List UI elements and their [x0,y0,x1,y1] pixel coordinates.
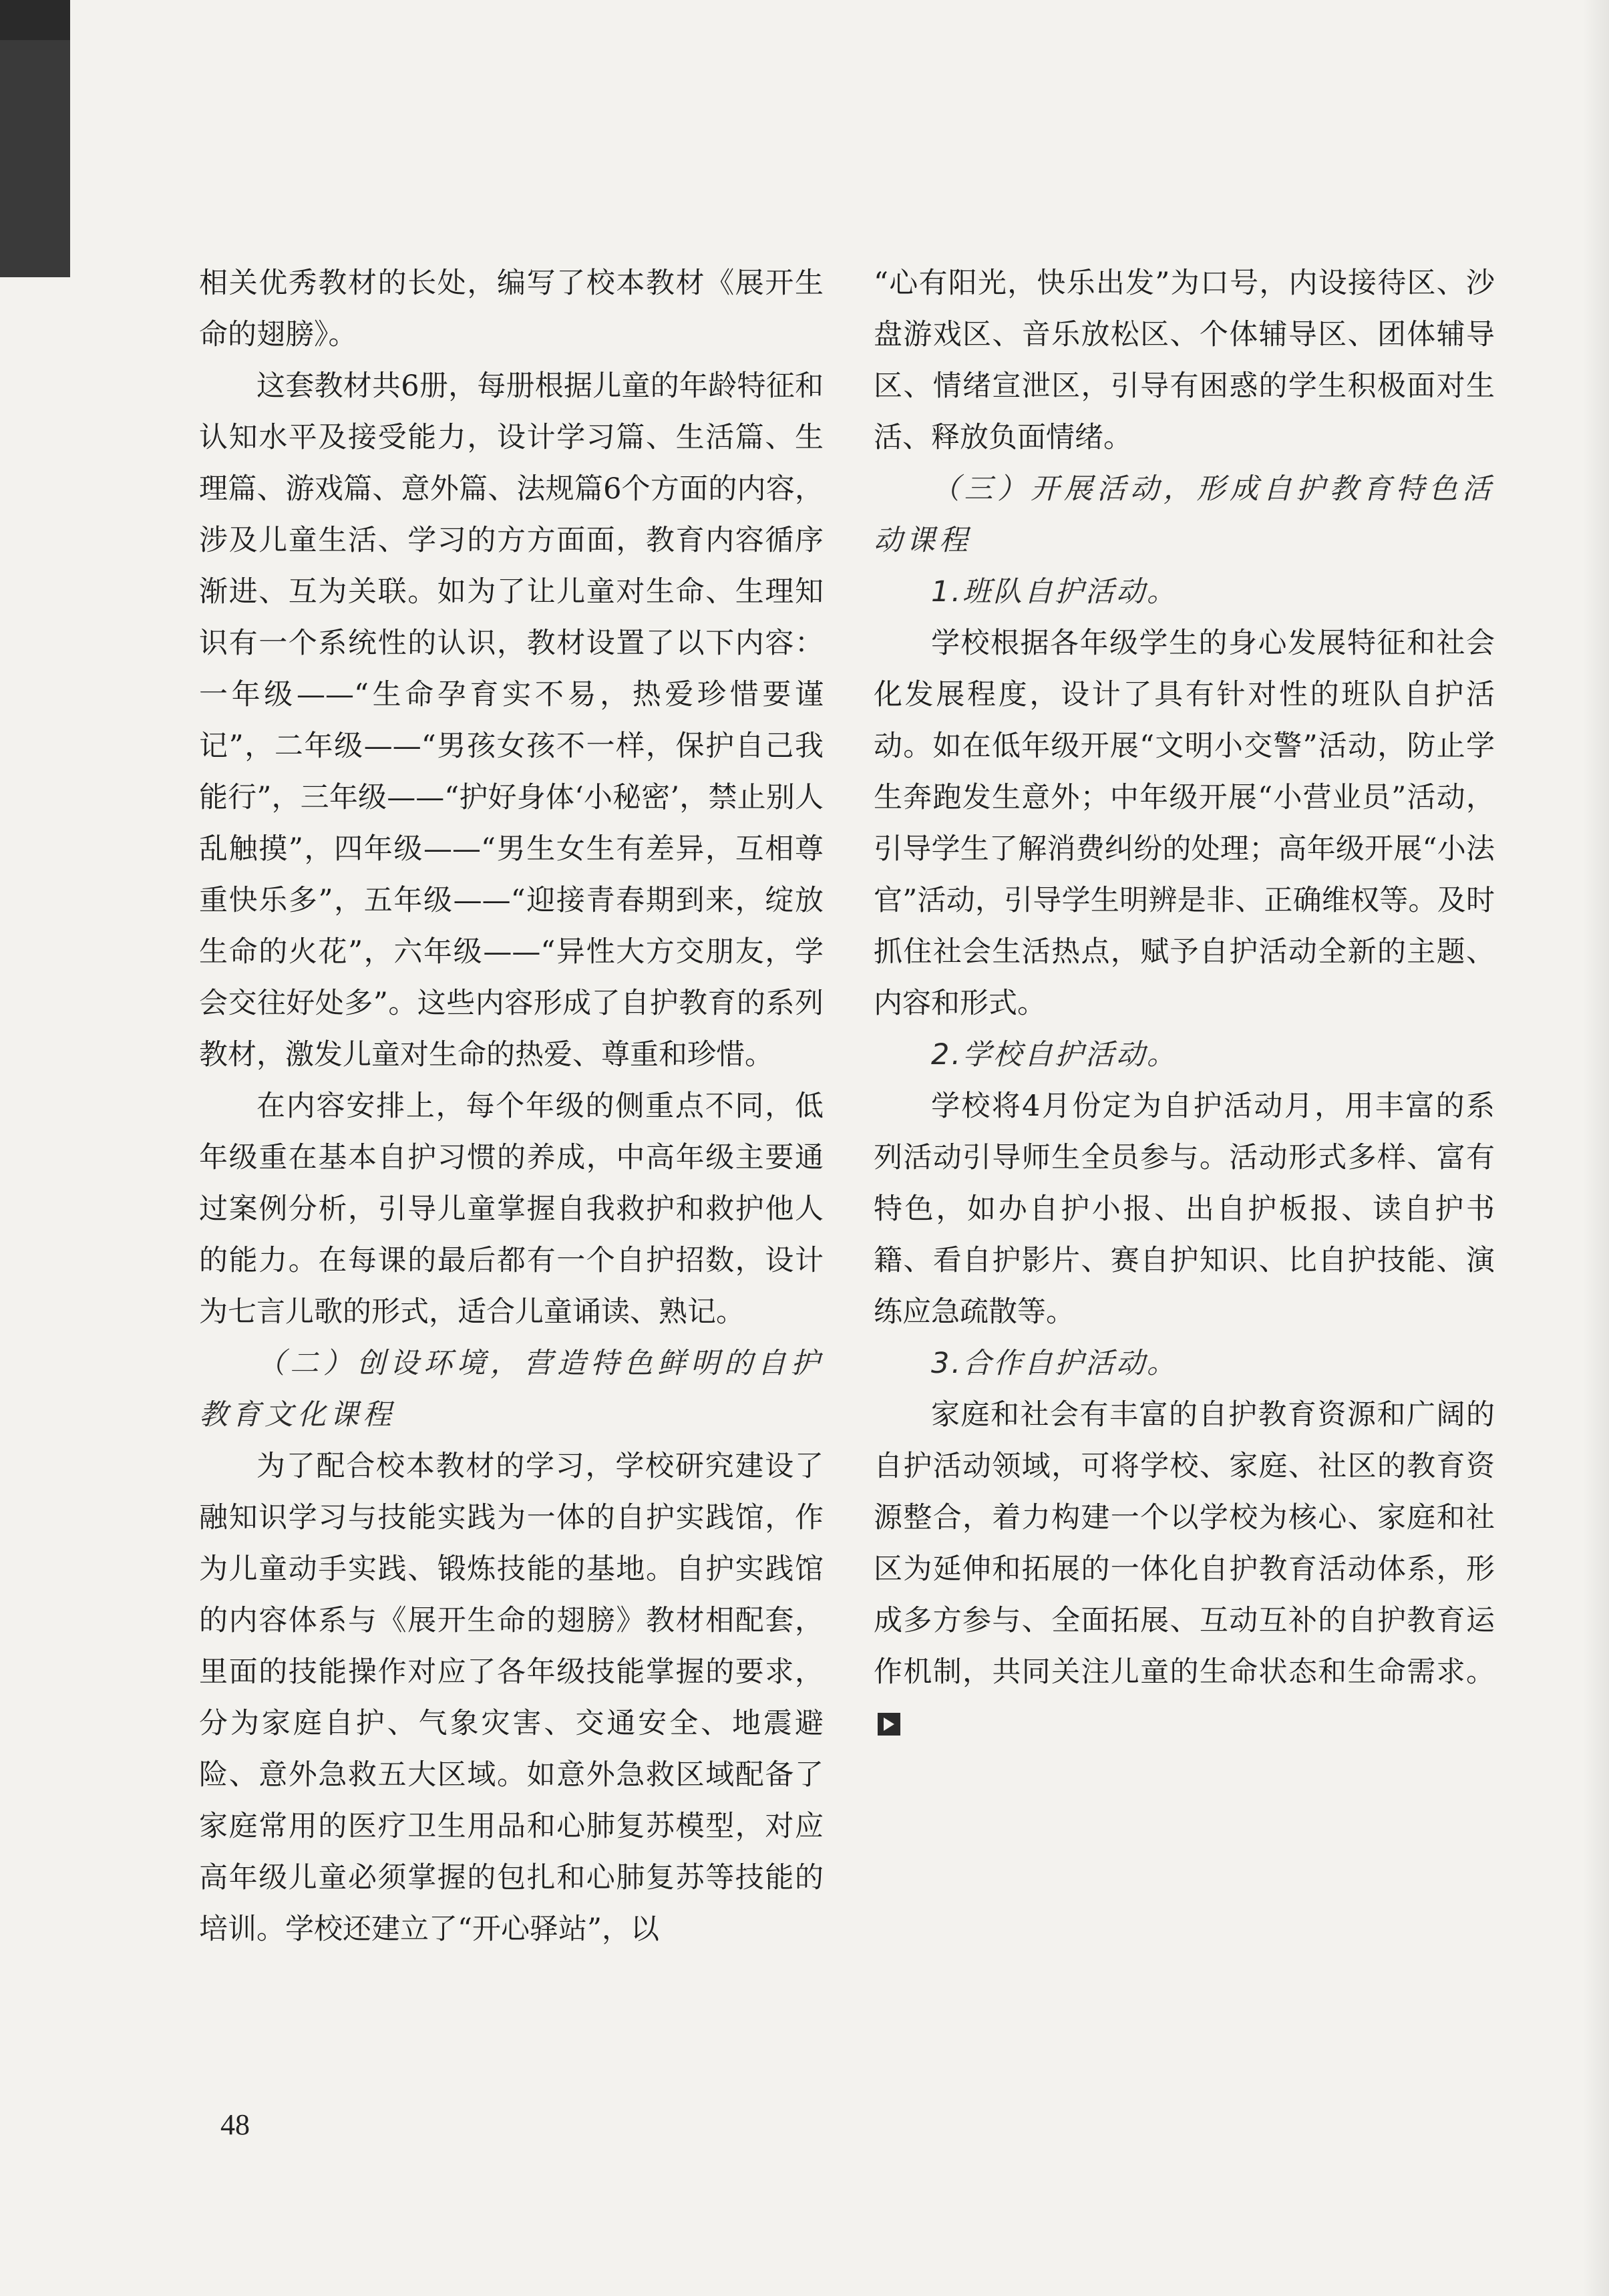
subsection-heading: 3.合作自护活动。 [931,1347,1178,1380]
page-number: 48 [220,2108,250,2141]
left-column [199,258,824,1955]
paragraph: 学校根据各年级学生的身心发展特征和社会化发展程度，设计了具有针对性的班队自护活动。如在低年级开展“文明小交警”活动，防止学生奔跑发生意外；中年级开展“小营业员”活动，引导学生了解消费纠纷的处理；高年级开展“小法官”活动，引导学生明辨是非、正确维权等。及时抓住社会生活热点，赋予自护活动全新的主题、内容和形式。 [874,627,1495,1020]
subsection-heading: 1.班队自护活动。 [931,575,1178,609]
paragraph: 相关优秀教材的长处，编写了校本教材《展开生命的翅膀》。 [199,267,824,351]
paragraph: 为了配合校本教材的学习，学校研究建设了融知识学习与技能实践为一体的自护实践馆，作为儿童动手实践、锻炼技能的基地。自护实践馆的内容体系与《展开生命的翅膀》教材相配套，里面的技能操作对应了各年级技能掌握的要求，分为家庭自护、气象灾害、交通安全、地震避险、意外急救五大区域。如意外急救区域配备了家庭常用的医疗卫生用品和心肺复苏模型，对应高年级儿童必须掌握的包扎和心肺复苏等技能的培训。学校还建立了“开心驿站”，以 [199,1450,824,1946]
scan-shadow [1582,0,1609,2296]
subsection-heading: 2.学校自护活动。 [931,1038,1178,1072]
paragraph: 在内容安排上，每个年级的侧重点不同，低年级重在基本自护习惯的养成，中高年级主要通过案例分析，引导儿童掌握自我救护和救护他人的能力。在每课的最后都有一个自护招数，设计为七言儿歌的形式，适合儿童诵读、熟记。 [199,1090,824,1329]
paragraph: 学校将4月份定为自护活动月，用丰富的系列活动引导师生全员参与。活动形式多样、富有特色，如办自护小报、出自护板报、读自护书籍、看自护影片、赛自护知识、比自护技能、演练应急疏散等。 [874,1090,1495,1329]
paragraph: “心有阳光，快乐出发”为口号，内设接待区、沙盘游戏区、音乐放松区、个体辅导区、团体辅导区、情绪宣泄区，引导有困惑的学生积极面对生活、释放负面情绪。 [874,267,1495,454]
page-edge-dark-bar-top [0,0,70,40]
paragraph [874,1389,1495,1750]
right-column [874,258,1495,1750]
page-edge-dark-bar [0,0,70,277]
section-heading: （二）创设环境，营造特色鲜明的自护教育文化课程 [199,1347,824,1432]
paragraph-text: 家庭和社会有丰富的自护教育资源和广阔的自护活动领域，可将学校、家庭、社区的教育资源整合，着力构建一个以学校为核心、家庭和社区为延伸和拓展的一体化自护教育活动体系，形成多方参与、全面拓展、互动互补的自护教育运作机制，共同关注儿童的生命状态和生命需求。 [874,1398,1495,1689]
section-heading: （三）开展活动，形成自护教育特色活动课程 [874,472,1495,557]
end-of-article-icon [878,1713,900,1736]
paragraph: 这套教材共6册，每册根据儿童的年龄特征和认知水平及接受能力，设计学习篇、生活篇、生理篇、游戏篇、意外篇、法规篇6个方面的内容，涉及儿童生活、学习的方方面面，教育内容循序渐进、互为关联。如为了让儿童对生命、生理知识有一个系统性的认识，教材设置了以下内容：一年级——“生命孕育实不易，热爱珍惜要谨记”，二年级——“男孩女孩不一样，保护自己我能行”，三年级——“护好身体‘小秘密’，禁止别人乱触摸”，四年级——“男生女生有差异，互相尊重快乐多”，五年级——“迎接青春期到来，绽放生命的火花”，六年级——“异性大方交朋友，学会交往好处多”。这些内容形成了自护教育的系列教材，激发儿童对生命的热爱、尊重和珍惜。 [199,369,824,1072]
